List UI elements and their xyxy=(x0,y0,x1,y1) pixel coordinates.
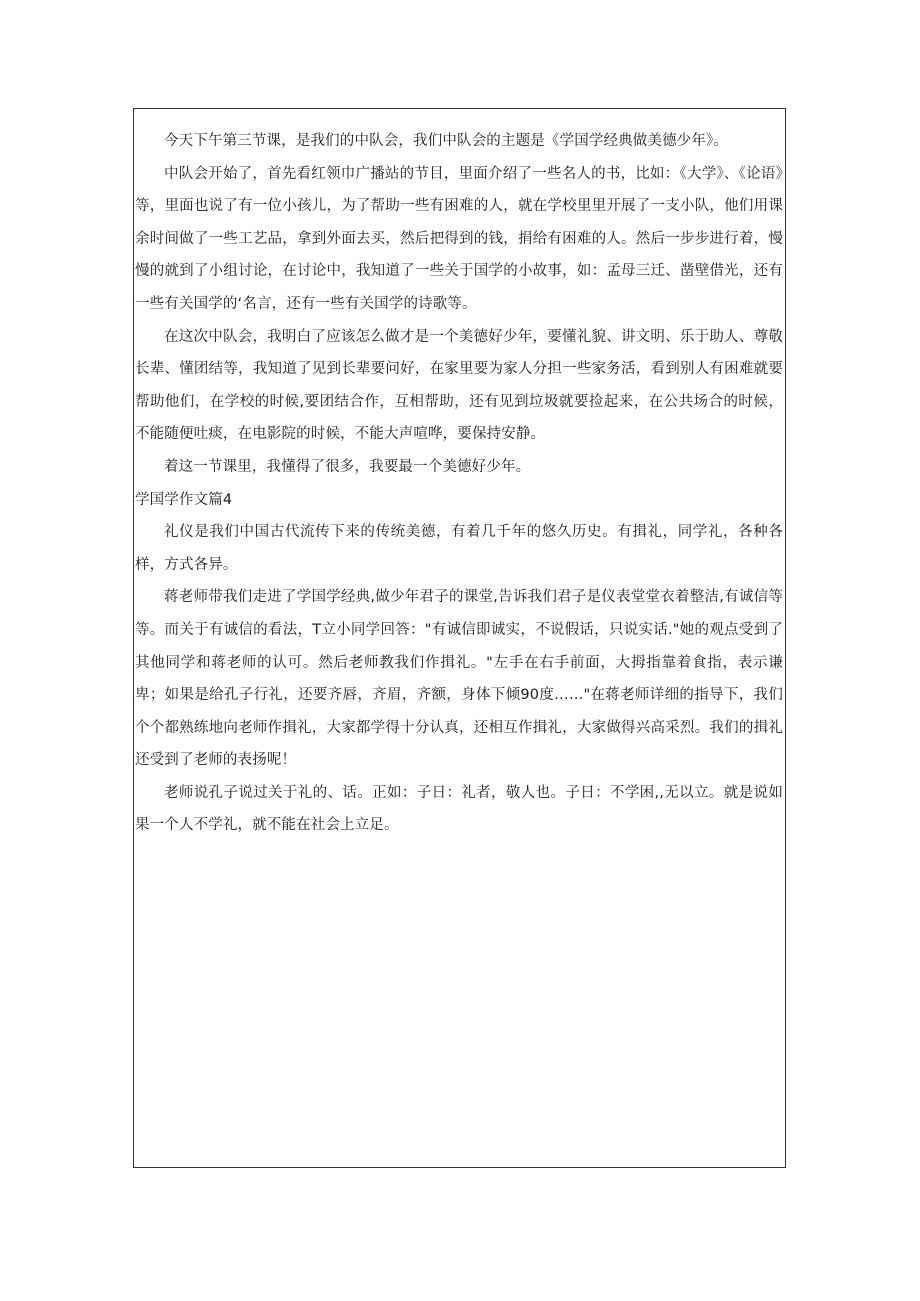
paragraph: 今天下午第三节课，是我们的中队会，我们中队会的主题是《学国学经典做美德少年》。 xyxy=(164,133,729,149)
paragraph: 礼仪是我们中国古代流传下来的传统美德，有着几千年的悠久历史。有揖礼，同学礼，各种各样，方式各异。 xyxy=(135,524,783,573)
paragraph: 中队会开始了，首先看红领巾广播站的节目，里面介绍了一些名人的书，比如：《大学》、《论语》等，里面也说了有一位小孩儿，为了帮助一些有困难的人，就在学校里里开展了一支小队，他们用课余时间做了一些工艺品，拿到外面去买，然后把得到的钱，捐给有困难的人。然后一步步进行着，慢慢的就到了小组讨论，在讨论中，我知道了一些关于国学的小故事，如：孟母三迁、凿壁借光，还有一些有关国学的‘名言，还有一些有关国学的诗歌等。 xyxy=(135,165,783,312)
paragraph: 老师说孔子说过关于礼的、话。正如：子日：礼者，敬人也。子日：不学困,,无以立。就是说如果一个人不学礼，就不能在社会上立足。 xyxy=(135,784,783,834)
paragraph: 蒋老师带我们走进了学国学经典,做少年君子的课堂,告诉我们君子是仪表堂堂衣着整洁,有诚信等等。而关于有诚信的看法，T立小同学回答："有诚信即诚实，不说假话，只说实话."她的观点受到了其他同学和蒋老师的认可。然后老师教我们作揖礼。"左手在右手前面，大拇指靠着食指，表示谦卑；如果是给孔子行礼，还要齐唇，齐眉，齐额，身体下倾90度……"在蒋老师详细的指导下，我们个个都熟练地向老师作揖礼，大家都学得十分认真，还相互作揖礼，大家做得兴高采烈。我们的揖礼还受到了老师的表扬呢！ xyxy=(135,589,783,769)
paragraph: 在这次中队会，我明白了应该怎么做才是一个美德好少年，要懂礼貌、讲文明、乐于助人、尊敬长辈、懂团结等，我知道了见到长辈要问好，在家里要为家人分担一些家务活，看到别人有困难就要帮助他们，在学校的时候,要团结合作，互相帮助，还有见到垃圾就要捡起来，在公共场合的时候，不能随便吐痰，在电影院的时候，不能大声喧哗，要保持安静。 xyxy=(135,328,783,443)
document-body xyxy=(135,125,783,842)
paragraph: 着这一节课里，我懂得了很多，我要最一个美德好少年。 xyxy=(164,458,531,475)
section-heading: 学国学作文篇4 xyxy=(135,491,233,508)
document-page xyxy=(133,108,786,1168)
